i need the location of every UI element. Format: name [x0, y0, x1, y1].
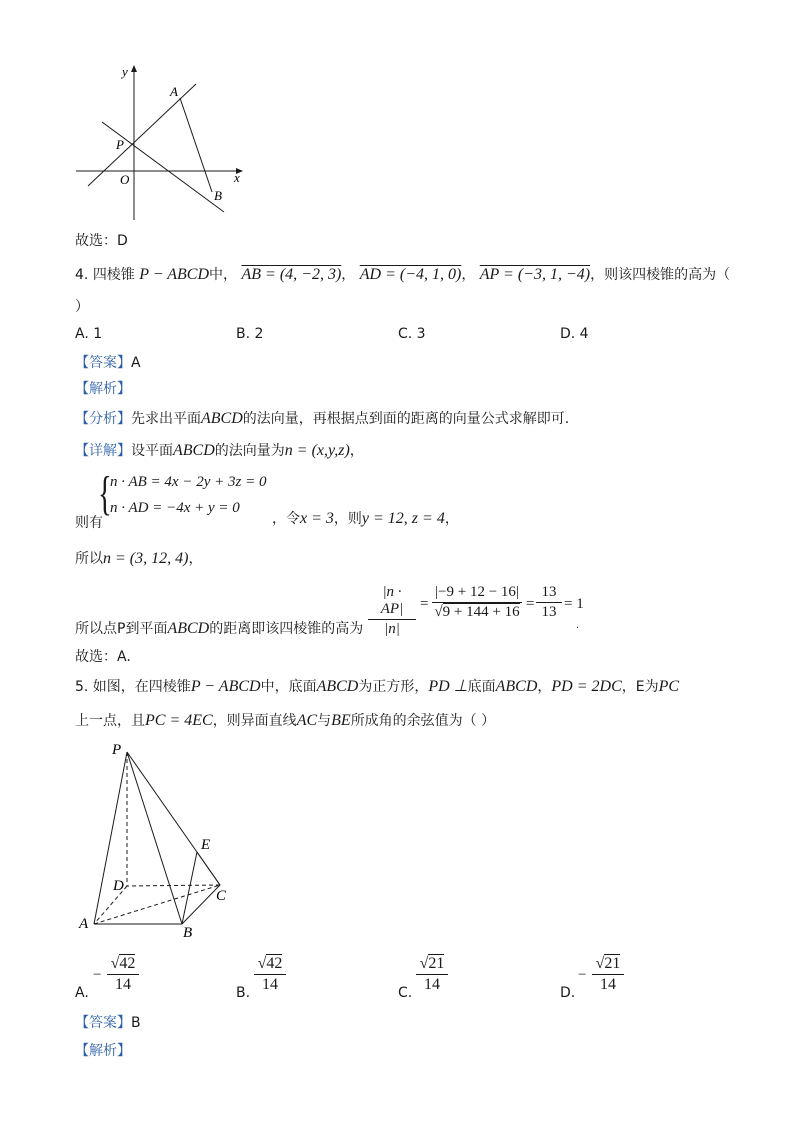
option-c-den: 14 [424, 976, 440, 993]
result-comma: ， [188, 551, 203, 567]
fraction-1-den: |n| [384, 621, 400, 637]
q5-text-9: 所成角的余弦值为（ ） [350, 713, 496, 729]
option-d-radicand: 21 [604, 955, 621, 972]
option-a-sign: − [93, 967, 102, 983]
q4-text-3: ，则该四棱锥的高为（ [590, 267, 731, 283]
segment-ab [180, 98, 212, 192]
q3-figure [70, 60, 260, 225]
vector-ap: AP = (−3, 1, −4) [479, 266, 591, 283]
edge-pb [127, 752, 182, 924]
label-p: P [112, 742, 122, 758]
then-text: ，则 [333, 511, 362, 527]
normal-result: n = (3, 12, 4) [103, 550, 189, 567]
point-a-label: A [170, 84, 178, 99]
q5-yu: 与 [317, 713, 332, 729]
option-d-fraction [592, 955, 624, 994]
answer-tag: 【答案】 [75, 355, 131, 371]
x-label: x [234, 170, 240, 185]
option-c-letter: C. [398, 985, 413, 1001]
q5-option-a [75, 955, 165, 1001]
equals-2: = [526, 596, 535, 612]
q4-detail [75, 440, 364, 460]
label-e: E [201, 837, 211, 853]
analysis-plane: ABCD [201, 410, 243, 427]
option-a-fraction [107, 955, 139, 994]
fraction-2-den: √9 + 144 + 16 [434, 604, 520, 620]
distance-text [75, 618, 363, 638]
option-d-letter: D. [560, 985, 576, 1001]
segment-ec [197, 852, 220, 885]
distance-text-1: 所以点P到平面 [75, 621, 168, 637]
q5-text-6: ，E为 [621, 679, 659, 695]
option-a-letter: A. [75, 985, 89, 1001]
point-p-label: P [116, 137, 124, 152]
option-b-letter: B. [236, 985, 251, 1001]
q4-option-a: A. 1 [75, 326, 103, 342]
q5-answer-value: B [131, 1015, 141, 1031]
q5-base-1: ABCD [316, 678, 359, 695]
q5-text-8: ，则异面直线 [212, 713, 297, 729]
distance-plane: ABCD [167, 620, 210, 637]
line-through-b [102, 122, 224, 212]
q5-stem-line2 [75, 710, 495, 730]
q4-comma-1: ， [341, 267, 356, 283]
q5-text-7: 上一点，且 [75, 713, 145, 729]
fraction-3 [536, 584, 562, 621]
option-b-num: √42 [254, 955, 286, 975]
q4-option-c: C. 3 [398, 326, 426, 342]
q5-perp: PD ⊥ [428, 678, 468, 695]
vector-ad: AD = (−4, 1, 0) [359, 266, 462, 283]
option-b-den: 14 [262, 976, 278, 993]
equation-1: n · AB = 4x − 2y + 3z = 0 [110, 474, 267, 490]
analysis-tag: 【分析】 [75, 411, 131, 427]
fraction-3-num: 13 [536, 584, 562, 603]
q4-text-1: 四棱锥 [92, 267, 135, 283]
option-b-fraction [254, 955, 286, 994]
label-c: C [216, 888, 227, 904]
q5-text-5: ， [537, 679, 552, 695]
q3-answer: 故选：D [75, 233, 128, 249]
detail-text-2: 的法向量为 [214, 443, 285, 459]
let-text: ，令 [272, 511, 300, 527]
option-c-radicand: 21 [428, 955, 445, 972]
q5-pd: PD = 2DC [551, 678, 622, 695]
q4-option-d: D. 4 [560, 326, 589, 342]
q4-number: 4. [75, 267, 93, 283]
normal-vector: n = (x,y,z) [284, 442, 350, 459]
q5-option-d [560, 955, 650, 1001]
label-d: D [113, 878, 124, 894]
label-b: B [183, 925, 193, 941]
edge-cd [127, 885, 220, 886]
q5-option-b [236, 955, 326, 1001]
q4-stem-end: ） [75, 299, 89, 315]
q5-answer-tag: 【答案】 [75, 1015, 131, 1031]
q4-analysis [75, 408, 569, 428]
fraction-2-radicand: 9 + 144 + 16 [442, 604, 520, 620]
suoyi-text: 所以 [75, 551, 103, 567]
option-a-num: √42 [107, 955, 139, 975]
detail-text-1: 设平面 [131, 443, 173, 459]
q4-text-2: 中， [209, 267, 238, 283]
q5-text-1: 5. 如图，在四棱锥 [75, 679, 191, 695]
vector-ab: AB = (4, −2, 3) [241, 266, 342, 283]
origin-label: O [120, 172, 130, 187]
equals-3: = 1 [564, 596, 584, 612]
trailing-dot: . [576, 620, 580, 631]
q5-text-4: 底面 [467, 679, 496, 695]
fraction-2-num: |−9 + 12 − 16| [432, 584, 522, 603]
yz-values: y = 12, z = 4 [361, 510, 445, 527]
equation-system-brace: { [98, 467, 112, 520]
equals-1: = [420, 596, 429, 612]
option-a-den: 14 [115, 976, 131, 993]
q4-conclusion: 故选：A. [75, 649, 131, 665]
q5-text-2: 中，底面 [260, 679, 317, 695]
q4-jiexi-tag: 【解析】 [75, 381, 131, 397]
analysis-text-2: 的法向量，再根据点到面的距离的向量公式求解即可. [242, 411, 570, 427]
segment-be [182, 852, 197, 924]
q5-ac: AC [296, 712, 318, 729]
fraction-1-num: |n · AP| [368, 584, 416, 620]
option-d-num: √21 [592, 955, 624, 975]
label-a: A [79, 916, 89, 932]
q4-option-b: B. 2 [236, 326, 264, 342]
point-b-label: B [214, 188, 222, 203]
detail-tag: 【详解】 [75, 443, 131, 459]
answer-value: A [131, 355, 141, 371]
distance-text-2: 的距离即该四棱锥的高为 [209, 621, 364, 637]
analysis-text-1: 先求出平面 [131, 411, 201, 427]
q4-let [272, 508, 459, 528]
q5-figure [70, 738, 245, 943]
zeyou-text: 则有 [75, 515, 103, 531]
q5-pc: PC [658, 678, 680, 695]
q5-text-3: 为正方形， [358, 679, 429, 695]
q5-pyramid: P − ABCD [190, 678, 261, 695]
q4-comma-2: ， [461, 267, 476, 283]
q5-option-c [398, 955, 488, 1001]
equation-2: n · AD = −4x + y = 0 [110, 500, 240, 516]
q5-be: BE [331, 712, 351, 729]
option-d-den: 14 [600, 976, 616, 993]
detail-plane: ABCD [173, 442, 215, 459]
y-label: y [122, 64, 128, 79]
option-a-radicand: 42 [119, 955, 136, 972]
q5-base-2: ABCD [495, 678, 538, 695]
fraction-1 [368, 584, 416, 638]
option-c-fraction [416, 955, 448, 994]
q4-pyramid: P − ABCD [139, 266, 210, 283]
q4-answer [75, 352, 141, 372]
let-comma: ， [444, 511, 459, 527]
q5-stem-line1 [75, 676, 679, 696]
detail-comma: ， [349, 443, 364, 459]
fraction-2 [432, 584, 522, 621]
option-d-sign: − [578, 967, 587, 983]
edge-pa [94, 752, 127, 924]
x-value: x = 3 [300, 510, 334, 527]
q5-pc4: PC = 4EC [145, 712, 213, 729]
q5-answer [75, 1012, 141, 1032]
option-c-num: √21 [416, 955, 448, 975]
fraction-3-den: 13 [541, 604, 557, 620]
q4-stem [75, 264, 730, 284]
option-b-radicand: 42 [266, 955, 283, 972]
q4-normal-result [75, 548, 202, 568]
q5-jiexi-tag: 【解析】 [75, 1043, 131, 1059]
